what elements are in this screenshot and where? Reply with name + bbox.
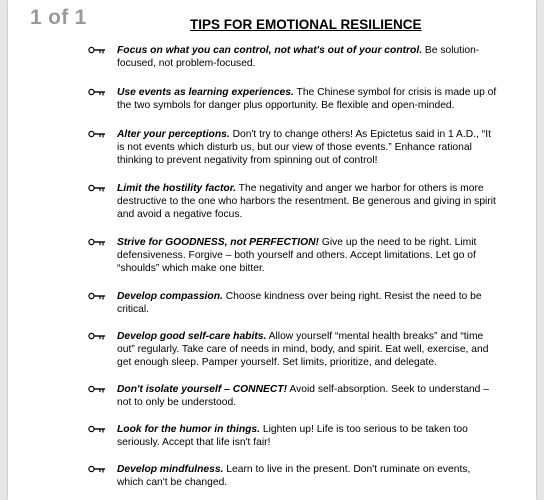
tip-body: Learn to live in the present. Don't ruminate on events, which can't be changed.	[117, 464, 471, 488]
tip-text	[117, 128, 497, 167]
tip-title: Limit the hostility factor.	[117, 183, 236, 194]
tip-text	[117, 463, 497, 489]
key-icon	[88, 464, 106, 474]
tip-text	[117, 423, 497, 449]
key-icon	[88, 183, 106, 193]
key-icon	[88, 87, 106, 97]
tip-title: Don't isolate yourself – CONNECT!	[117, 384, 288, 395]
document-title: TIPS FOR EMOTIONAL RESILIENCE	[190, 17, 422, 32]
tip-body: Allow yourself “mental health breaks” and “time out” regularly. Take care of needs in mind, body, and spirit. Eat well, exercise, and get enough sleep. Pamper yourself. Set limits, prioritize, and delegate.	[117, 331, 489, 368]
key-icon	[88, 384, 106, 394]
tip-body: Lighten up! Life is too serious to be taken too seriously. Accept that life isn't fair!	[117, 424, 468, 448]
tip-title: Strive for GOODNESS, not PERFECTION!	[117, 237, 319, 248]
tip-text	[117, 44, 497, 70]
tip-text	[117, 86, 497, 112]
tip-title: Develop compassion.	[117, 291, 223, 302]
key-icon	[88, 129, 106, 139]
tip-text	[117, 182, 497, 221]
tip-body: Be solution-focused, not problem-focused.	[117, 45, 480, 69]
page-counter: 1 of 1	[30, 6, 87, 29]
tip-title: Use events as learning experiences.	[117, 87, 294, 98]
document-page	[8, 0, 536, 500]
tip-title: Look for the humor in things.	[117, 424, 261, 435]
tip-title: Alter your perceptions.	[117, 129, 230, 140]
tip-title: Focus on what you can control, not what's out of your control.	[117, 45, 423, 56]
tip-body: Don't try to change others! As Epictetus said in 1 A.D., “It is not events which disturb us, but our view of those events.” Enhance rational thinking to prevent negativity from spinning out of control!	[117, 129, 491, 166]
tip-text	[117, 236, 497, 275]
key-icon	[88, 291, 106, 301]
key-icon	[88, 45, 106, 55]
tip-body: Choose kindness over being right. Resist the need to be critical.	[117, 291, 482, 315]
tip-body: Avoid self-absorption. Seek to understand – not to only be understood.	[117, 384, 489, 408]
tip-text	[117, 330, 497, 369]
key-icon	[88, 424, 106, 434]
tip-body: The Chinese symbol for crisis is made up of the two symbols for danger plus opportunity. Be flexible and open-minded.	[117, 87, 497, 111]
tip-title: Develop good self-care habits.	[117, 331, 267, 342]
tip-body: Give up the need to be right. Limit defensiveness. Forgive – both yourself and others. Accept limitations. Let go of “shoulds” which make one bitter.	[117, 237, 477, 274]
tip-text	[117, 290, 497, 316]
tip-title: Develop mindfulness.	[117, 464, 224, 475]
tip-text	[117, 383, 497, 409]
tip-body: The negativity and anger we harbor for others is more destructive to the one who harbors the resentment. Be generous and giving in spirit and avoid a negative focus.	[117, 183, 496, 220]
key-icon	[88, 331, 106, 341]
key-icon	[88, 237, 106, 247]
